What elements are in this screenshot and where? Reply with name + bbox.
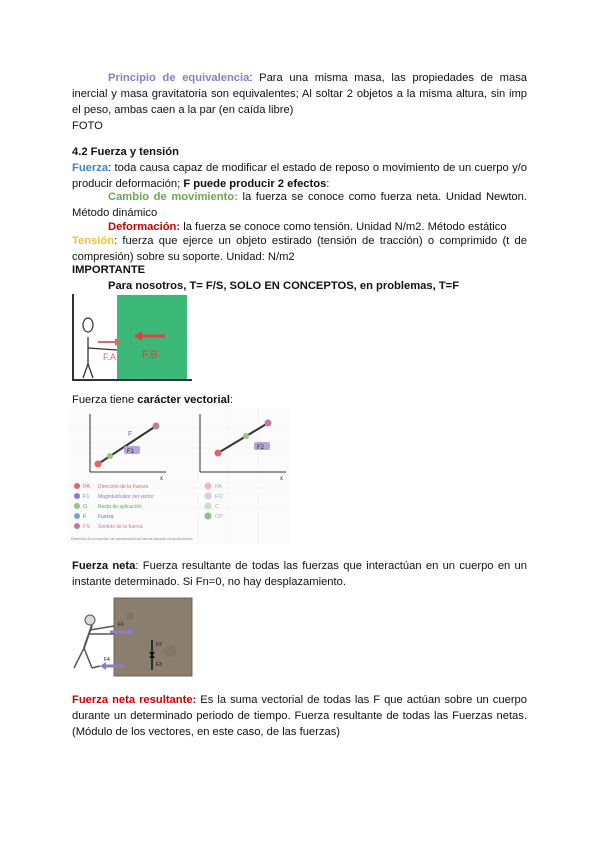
vectorial-prefix: Fuerza tiene	[72, 394, 138, 406]
skeleton-head	[85, 615, 95, 625]
vectorial-after: :	[229, 394, 234, 406]
label-f1: F1	[118, 622, 124, 628]
label-fb: F.B	[142, 349, 158, 361]
legend-right-dot-1	[205, 493, 212, 500]
label-fa: F.A	[103, 352, 117, 362]
skeleton-leg-1	[74, 648, 84, 668]
right-point-mid	[243, 433, 249, 439]
nota-text: Para nosotros, T= F/S, SOLO EN CONCEPTOS, en problemas, T=F	[108, 280, 460, 292]
label-f4: F4	[104, 657, 110, 663]
figure-push-block	[70, 292, 195, 388]
legend-right-2: C	[215, 504, 219, 510]
resultante-term: Fuerza neta resultante:	[72, 694, 197, 706]
legend-text-0: Dirección de la Fuerza	[98, 484, 149, 490]
legend-right-0: PA	[215, 484, 222, 490]
resultante-paragraph	[72, 692, 527, 740]
stone-block	[114, 598, 192, 676]
legend-dot-0	[74, 483, 80, 489]
stick-leg-right	[88, 364, 93, 378]
left-point-mid	[107, 453, 113, 459]
left-point-end	[153, 423, 160, 430]
stick-arm	[88, 348, 117, 350]
legend-key-4: FS	[83, 524, 91, 530]
legend-dot-2	[74, 503, 80, 509]
skeleton-spine	[84, 625, 92, 648]
right-label-f2: F2	[257, 445, 265, 451]
legend-dot-4	[74, 523, 80, 529]
fuerza-paragraph	[72, 160, 527, 192]
right-point-end	[265, 420, 272, 427]
importante-heading: IMPORTANTE	[72, 264, 146, 276]
deformacion-text: la fuerza se conoce como tensión. Unidad N/m2. Método estático	[180, 221, 507, 233]
legend-key-0: PA	[83, 484, 90, 490]
fuerza-neta-text: : Fuerza resultante de todas las fuerzas que interactúan en un cuerpo en un instante determinado. Si Fn=0, no hay desplazamiento.	[72, 560, 527, 588]
left-axis-x: x	[160, 476, 163, 482]
legend-key-1: F1	[83, 494, 90, 500]
skeleton-foot	[92, 666, 100, 668]
legend-right-3: CP	[215, 514, 223, 520]
tension-term: Tensión	[72, 235, 115, 247]
fuerza-term: Fuerza	[72, 162, 109, 174]
deformacion-term: Deformación:	[108, 221, 181, 233]
skeleton-leg-2	[84, 648, 92, 668]
vectorial-line	[72, 392, 527, 408]
legend-dot-1	[74, 493, 80, 499]
label-f3: F3	[156, 662, 162, 668]
legend-right-dot-0	[205, 483, 212, 490]
legend-text-3: Fuerza	[98, 514, 114, 520]
skeleton-arm-1	[90, 626, 114, 630]
force-arrow-friction-head	[100, 662, 106, 670]
stick-leg-left	[83, 364, 88, 378]
fuerza-after: :	[326, 178, 330, 190]
fuerza-bold: F puede producir 2 efectos	[183, 178, 327, 190]
stick-head	[83, 318, 93, 332]
figure-skeleton-block	[70, 596, 195, 680]
label-f2: F2	[156, 642, 162, 648]
cambio-text: la fuerza se conoce como fuerza neta. Unidad Newton. Método dinámico	[72, 191, 527, 219]
fuerza-neta-term: Fuerza neta	[72, 560, 136, 572]
cambio-term: Cambio de movimiento:	[108, 191, 238, 203]
legend-text-2: Recta de aplicación	[98, 504, 142, 510]
fuerza-neta-paragraph	[72, 558, 527, 590]
legend-key-3: F	[83, 514, 87, 520]
legend-key-2: O	[83, 504, 88, 510]
section-title: 4.2 Fuerza y tensión	[72, 146, 179, 158]
resultante-text: Es la suma vectorial de todas las F que actúan sobre un cuerpo durante un determinado periodo de tiempo. Fuerza resultante de todas las Fuerzas netas. (Módulo de los vectores, en este caso, de las fuerzas)	[72, 694, 527, 738]
legend-right-dot-3	[205, 513, 212, 520]
stone-spot-2	[164, 645, 176, 657]
fuerza-text: : toda causa capaz de modificar el estado de reposo o movimiento de un cuerpo y/o producir deformación;	[72, 162, 527, 190]
principio-term: Principio de equivalencia	[108, 72, 250, 84]
tension-paragraph	[72, 233, 527, 265]
tension-text: : fuerza que ejerce un objeto estirado (tensión de tracción) o comprimido (t de compresión) sobre su soporte. Unidad: N/m2	[72, 235, 527, 263]
principio-paragraph	[72, 70, 527, 118]
right-axis-x: x	[280, 476, 283, 482]
legend-dot-3	[74, 513, 80, 519]
principio-text: : Para una misma masa, las propiedades de masa inercial y masa gravitatoria son equivalentes; Al soltar 2 objetos a la misma altura, sin imp el peso, ambas caen a la par (en caída libre)	[72, 72, 528, 116]
left-label-f: F	[128, 431, 133, 438]
figure2-caption: Elementos de los vectores, ver representación de fuerzas actuando en las direcciones	[71, 537, 193, 541]
cambio-paragraph	[72, 189, 527, 221]
stone-spot-1	[126, 612, 134, 620]
right-point-origin	[215, 450, 222, 457]
left-label-f1: F1	[127, 449, 135, 455]
foto-label: FOTO	[72, 120, 103, 132]
legend-right-1: F/2	[215, 494, 223, 500]
legend-right-dot-2	[205, 503, 212, 510]
vectorial-bold: carácter vectorial	[137, 394, 230, 406]
figure-vectors	[68, 408, 290, 544]
legend-text-1: Magnitud/valor del vector	[98, 494, 154, 500]
legend-text-4: Sentido de la fuerza	[98, 524, 143, 530]
left-point-origin	[95, 461, 102, 468]
